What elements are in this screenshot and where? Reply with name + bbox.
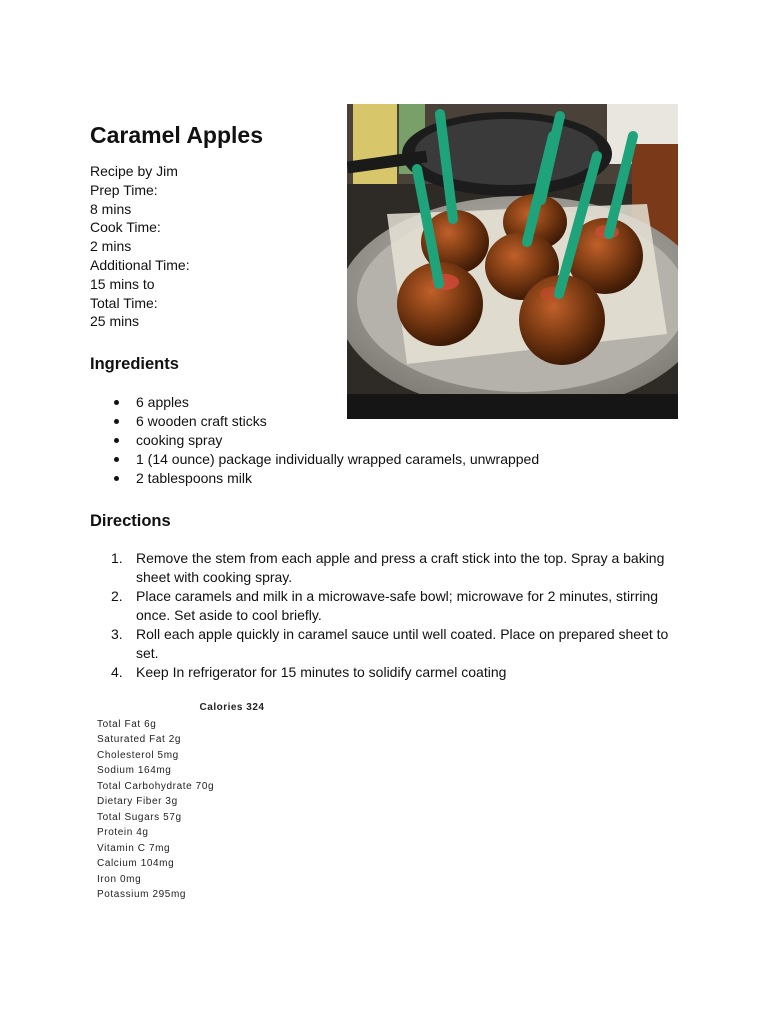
nutrition-row: Vitamin C 7mg (97, 842, 171, 854)
list-item (90, 663, 670, 682)
step-text: Place caramels and milk in a microwave-safe bowl; microwave for 2 minutes, stirring once. Set aside to cool briefly. (136, 588, 659, 623)
nutrition-row: Dietary Fiber 3g (97, 796, 178, 807)
nutrition-row: Calcium 104mg (97, 858, 175, 869)
list-item: 1 (14 ounce) package individually wrapped caramels, unwrapped (90, 450, 539, 469)
nutrition-row: Iron 0mg (97, 873, 142, 885)
step-number: 4. (111, 664, 123, 680)
prep-time-label: Prep Time: (90, 181, 158, 198)
directions-heading: Directions (90, 512, 171, 530)
list-item: 6 apples (90, 393, 539, 412)
prep-time-value: 8 mins (90, 200, 132, 217)
list-item (90, 587, 670, 625)
nutrition-facts (97, 700, 357, 903)
list-item: 6 wooden craft sticks (90, 412, 539, 431)
nutrition-row: Total Sugars 57g (97, 811, 182, 823)
recipe-author: Recipe by Jim (90, 163, 178, 179)
caramel-apples-photo (347, 104, 678, 419)
step-number: 1. (111, 550, 123, 566)
additional-time-value: 15 mins to (90, 275, 155, 292)
total-time-label: Total Time: (90, 294, 158, 311)
ingredients-list (90, 393, 539, 488)
directions-list (90, 549, 670, 682)
step-number: 3. (111, 626, 123, 642)
nutrition-row: Sodium 164mg (97, 765, 172, 776)
additional-time-label: Additional Time: (90, 256, 190, 273)
nutrition-row: Cholesterol 5mg (97, 749, 179, 761)
step-number: 2. (111, 588, 123, 604)
step-text: Remove the stem from each apple and press a craft stick into the top. Spray a baking sheet with cooking spray. (136, 550, 665, 585)
recipe-meta (90, 162, 190, 331)
nutrition-row: Total Carbohydrate 70g (97, 780, 215, 792)
nutrition-row: Protein 4g (97, 827, 149, 838)
page-title: Caramel Apples (90, 122, 263, 148)
list-item (90, 625, 670, 663)
list-item: 2 tablespoons milk (90, 469, 539, 488)
step-text: Roll each apple quickly in caramel sauce until well coated. Place on prepared sheet to set. (136, 626, 669, 661)
step-text: Keep In refrigerator for 15 minutes to solidify carmel coating (136, 664, 507, 680)
list-item (90, 549, 670, 587)
nutrition-row: Saturated Fat 2g (97, 734, 182, 745)
nutrition-calories: Calories 324 (199, 702, 265, 713)
cook-time-value: 2 mins (90, 238, 132, 255)
nutrition-row: Total Fat 6g (97, 718, 157, 730)
nutrition-row: Potassium 295mg (97, 889, 187, 900)
ingredients-heading: Ingredients (90, 355, 179, 373)
total-time-value: 25 mins (90, 313, 140, 330)
cook-time-label: Cook Time: (90, 219, 161, 236)
list-item: cooking spray (90, 431, 539, 450)
caramel-apples-illustration (347, 104, 678, 419)
